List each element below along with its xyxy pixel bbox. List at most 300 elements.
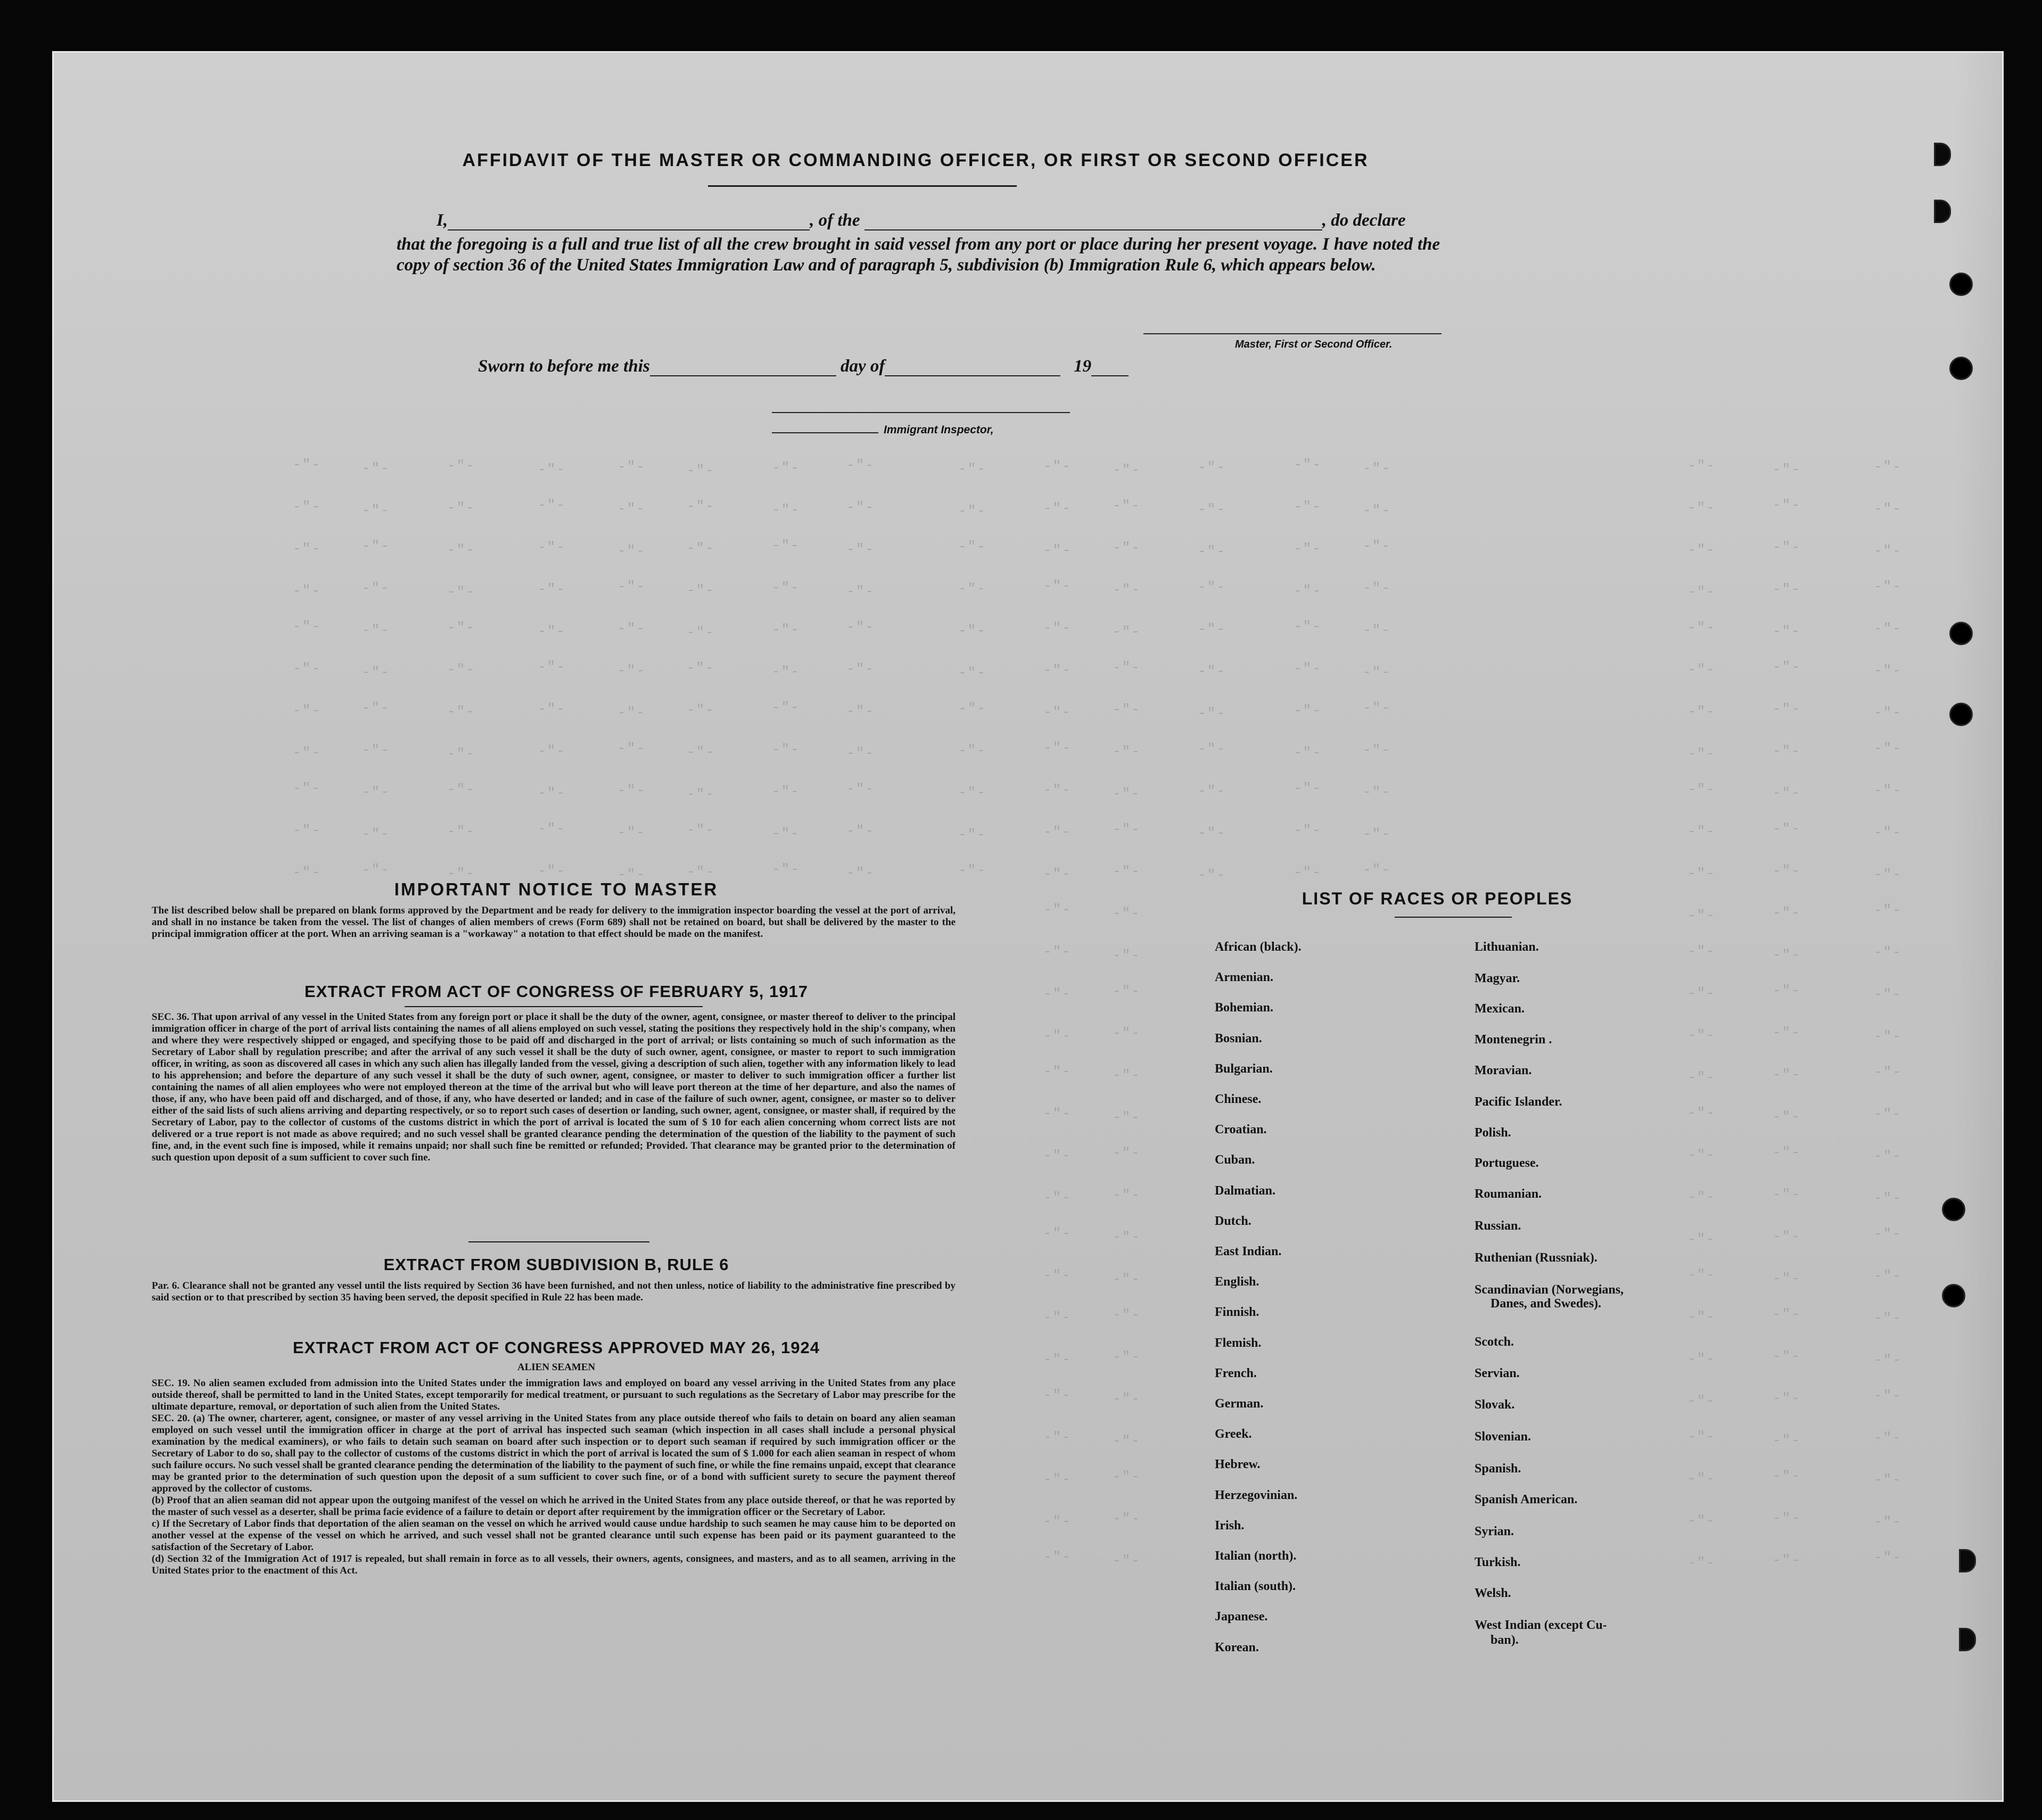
ghost-ditto-mark: -"- xyxy=(1363,622,1391,638)
ghost-ditto-mark: -"- xyxy=(1773,785,1801,801)
ghost-ditto-mark: -"- xyxy=(1687,1105,1716,1121)
ghost-ditto-mark: -"- xyxy=(362,700,390,716)
binder-hole xyxy=(1949,273,1973,296)
ghost-ditto-mark: -"- xyxy=(1113,540,1141,556)
ghost-ditto-mark: -"- xyxy=(1687,823,1716,839)
affidavit-title: AFFIDAVIT OF THE MASTER OR COMMANDING OFFICER, OR FIRST OR SECOND OFFICER xyxy=(462,150,1369,170)
ghost-ditto-mark: -"- xyxy=(1874,1472,1902,1488)
ghost-ditto-mark: -"- xyxy=(362,622,390,638)
ghost-ditto-mark: -"- xyxy=(362,580,390,596)
ghost-ditto-mark: -"- xyxy=(1043,578,1072,594)
race-item: Ruthenian (Russniak). xyxy=(1475,1251,1598,1265)
race-item: Mexican. xyxy=(1475,1002,1525,1016)
ghost-ditto-mark: -"- xyxy=(1874,1430,1902,1446)
race-item: Magyar. xyxy=(1475,971,1520,985)
race-item: Moravian. xyxy=(1475,1064,1532,1077)
ghost-ditto-mark: -"- xyxy=(846,499,875,515)
ghost-ditto-mark: -"- xyxy=(1043,458,1072,474)
ghost-ditto-mark: -"- xyxy=(1687,1393,1716,1409)
race-item: Bosnian. xyxy=(1215,1031,1262,1045)
affidavit-do-declare: , do declare xyxy=(1322,211,1406,230)
ghost-ditto-mark: -"- xyxy=(1773,821,1801,837)
ghost-ditto-mark: -"- xyxy=(846,457,875,473)
ghost-ditto-mark: -"- xyxy=(1874,986,1902,1002)
race-item: Syrian. xyxy=(1475,1525,1514,1538)
ghost-ditto-mark: -"- xyxy=(846,583,875,599)
ghost-ditto-mark: -"- xyxy=(687,660,715,676)
ghost-ditto-mark: -"- xyxy=(1687,620,1716,636)
ghost-ditto-mark: -"- xyxy=(617,783,646,798)
race-item: Scotch. xyxy=(1475,1335,1514,1349)
ghost-ditto-mark: -"- xyxy=(1874,867,1902,883)
notice-title: IMPORTANT NOTICE TO MASTER xyxy=(394,879,719,899)
ghost-ditto-mark: -"- xyxy=(1113,744,1141,760)
sec-19-text: SEC. 19. No alien seamen excluded from admission into the United States under the immigration laws and employed on board any vessel arriving in the United States from any place outside thereof, shall be permitted to land in the United States, except temporarily for medical treatment, or pursuant to such regulations as the Secretary of Labor may prescribe for the ultimate departure, removal, or deportation of such alien from the United States. xyxy=(152,1378,956,1412)
ghost-ditto-mark: -"- xyxy=(293,583,321,599)
ghost-ditto-mark: -"- xyxy=(447,866,475,882)
race-item: Russian. xyxy=(1475,1219,1521,1233)
ghost-ditto-mark: -"- xyxy=(447,458,475,474)
vessel-blank xyxy=(864,229,1322,230)
name-blank xyxy=(448,229,810,230)
ghost-ditto-mark: -"- xyxy=(1113,1145,1141,1161)
ghost-ditto-mark: -"- xyxy=(1043,1267,1072,1283)
race-item: Cuban. xyxy=(1215,1153,1255,1167)
ghost-ditto-mark: -"- xyxy=(1043,1387,1072,1403)
race-item: Servian. xyxy=(1475,1366,1520,1380)
ghost-ditto-mark: -"- xyxy=(1687,1027,1716,1043)
ghost-ditto-mark: -"- xyxy=(772,861,800,877)
ghost-ditto-mark: -"- xyxy=(1294,780,1322,796)
ghost-ditto-mark: -"- xyxy=(1043,986,1072,1002)
ghost-ditto-mark: -"- xyxy=(362,742,390,758)
ghost-ditto-mark: -"- xyxy=(617,825,646,841)
ghost-ditto-mark: -"- xyxy=(1874,579,1902,595)
ghost-ditto-mark: -"- xyxy=(958,665,986,681)
race-item: Turkish. xyxy=(1475,1555,1521,1569)
ghost-ditto-mark: -"- xyxy=(617,543,646,559)
ghost-ditto-mark: -"- xyxy=(1363,784,1391,800)
ghost-ditto-mark: -"- xyxy=(1874,543,1902,559)
affidavit-body: that the foregoing is a full and true list of all the crew brought in said vessel from any port or place during her present voyage. I have noted the copy of section 36 of the United States Immigration Law and of paragraph 5, subdivision (b) Immigration Rule 6, which appears below. xyxy=(397,235,1440,275)
ghost-ditto-mark: -"- xyxy=(772,460,800,476)
ghost-ditto-mark: -"- xyxy=(447,542,475,558)
ghost-ditto-mark: -"- xyxy=(958,539,986,555)
ghost-ditto-mark: -"- xyxy=(1198,459,1226,475)
ghost-ditto-mark: -"- xyxy=(1294,822,1322,838)
ghost-ditto-mark: -"- xyxy=(1294,457,1322,473)
extract-1917-text: SEC. 36. That upon arrival of any vessel in the United States from any foreign port or place it shall be the duty of the owner, agent, consignee, or master thereof to deliver to the principal immigration officer in charge of the port of arrival lists containing the names of all aliens employed on such vessel, stating the positions they respectively hold in the ship's company, when and where they were respectively shipped or engaged, and specifying those to be paid off and discharged in the port of arrival; or lists containing so much of such information as the Secretary of Labor shall by regulation prescribe; and after the arrival of any such vessel it shall be the duty of such owner, agent, consignee, or master to report to such immigration officer, in writing, as soon as discovered all cases in which any such alien has illegally landed from the vessel, giving a description of such alien, together with any information likely to lead to his apprehension; and before the departure of any such vessel it shall be the duty of such owner, agent, consignee, or master to deliver to such immigration officer a further list containing the names of all alien employees who were not employed thereon at the time of the arrival but who will leave port thereon at the time of her departure, and also the names of those, if any, who have been paid off and discharged, and of those, if any, who have deserted or landed; and in case of the failure of such owner, agent, consignee, or master so to deliver either of the said lists of such aliens arriving and departing respectively, or so to report such cases of desertion or landing, such owner, agent, consignee, or master shall, if required by the Secretary of Labor, pay to the collector of customs of the customs district in which the port of arrival is located the sum of $ 10 for each alien concerning whom correct lists are not delivered or a true report is not made as above required; and no such vessel shall be granted clearance pending the determination of the question of the liability to the payment of such fine, and, in the event such fine is imposed, while it remains unpaid; nor shall such fine be remitted or refunded; Provided. That clearance may be granted prior to the determination of such question upon deposit of a sum sufficient to cover such fine. xyxy=(152,1011,956,1163)
ghost-ditto-mark: -"- xyxy=(1043,542,1072,558)
ghost-ditto-mark: -"- xyxy=(1363,862,1391,878)
race-item: Roumanian. xyxy=(1475,1187,1542,1201)
ghost-ditto-mark: -"- xyxy=(1043,902,1072,918)
ghost-ditto-mark: -"- xyxy=(1043,740,1072,756)
ghost-ditto-mark: -"- xyxy=(1874,944,1902,960)
race-item: Herzegovinian. xyxy=(1215,1488,1298,1502)
ghost-ditto-mark: -"- xyxy=(538,785,566,801)
ghost-ditto-mark: -"- xyxy=(1198,543,1226,559)
ghost-ditto-mark: -"- xyxy=(1198,705,1226,721)
race-item: Danes, and Swedes). xyxy=(1491,1297,1602,1311)
ghost-ditto-mark: -"- xyxy=(1113,1271,1141,1287)
ghost-ditto-mark: -"- xyxy=(1773,539,1801,555)
ghost-ditto-mark: -"- xyxy=(1113,1553,1141,1569)
ghost-ditto-mark: -"- xyxy=(1113,821,1141,837)
ghost-ditto-mark: -"- xyxy=(447,823,475,839)
ghost-ditto-mark: -"- xyxy=(687,582,715,598)
ghost-ditto-mark: -"- xyxy=(1113,905,1141,921)
extract-rule6-title: EXTRACT FROM SUBDIVISION B, RULE 6 xyxy=(383,1255,729,1274)
ghost-ditto-mark: -"- xyxy=(1874,1226,1902,1242)
extract-rule6-text: Par. 6. Clearance shall not be granted any vessel until the lists required by Section 36 have been furnished, and not then unless, notice of liability to the administrative fine prescribed by said section or to that prescribed by section 35 having been served, the deposit specified in Rule 22 has been made. xyxy=(152,1280,956,1303)
race-item: West Indian (except Cu- xyxy=(1475,1618,1607,1632)
signature-label: Master, First or Second Officer. xyxy=(1235,339,1393,350)
ghost-ditto-mark: -"- xyxy=(1113,582,1141,598)
ghost-ditto-mark: -"- xyxy=(1294,619,1322,635)
ghost-ditto-mark: -"- xyxy=(846,703,875,719)
ghost-ditto-mark: -"- xyxy=(1874,1190,1902,1206)
ghost-ditto-mark: -"- xyxy=(538,497,566,513)
ghost-ditto-mark: -"- xyxy=(1687,1309,1716,1325)
ghost-ditto-mark: -"- xyxy=(1363,742,1391,758)
ghost-ditto-mark: -"- xyxy=(1687,943,1716,959)
ghost-ditto-mark: -"- xyxy=(1294,499,1322,515)
ghost-ditto-mark: -"- xyxy=(293,499,321,515)
ghost-ditto-mark: -"- xyxy=(1043,704,1072,720)
ghost-ditto-mark: -"- xyxy=(1363,664,1391,680)
binder-hole xyxy=(1942,1284,1965,1307)
ghost-ditto-mark: -"- xyxy=(958,785,986,801)
ghost-ditto-mark: -"- xyxy=(617,663,646,679)
ghost-ditto-mark: -"- xyxy=(1198,663,1226,679)
ghost-ditto-mark: -"- xyxy=(1198,783,1226,799)
ghost-ditto-mark: -"- xyxy=(1113,1025,1141,1041)
ghost-ditto-mark: -"- xyxy=(1294,703,1322,719)
ghost-ditto-mark: -"- xyxy=(1294,583,1322,599)
race-item: English. xyxy=(1215,1275,1259,1289)
ghost-ditto-mark: -"- xyxy=(958,461,986,477)
race-item: Chinese. xyxy=(1215,1092,1262,1106)
ghost-ditto-mark: -"- xyxy=(1198,579,1226,595)
races-title: LIST OF RACES OR PEOPLES xyxy=(1302,889,1573,908)
ghost-ditto-mark: -"- xyxy=(1773,983,1801,999)
ghost-ditto-mark: -"- xyxy=(958,862,986,878)
ghost-ditto-mark: -"- xyxy=(1113,1469,1141,1485)
ghost-ditto-mark: -"- xyxy=(1113,1067,1141,1083)
ghost-ditto-mark: -"- xyxy=(1687,1189,1716,1205)
ghost-ditto-mark: -"- xyxy=(1773,1109,1801,1125)
ghost-ditto-mark: -"- xyxy=(538,743,566,759)
race-item: Dutch. xyxy=(1215,1214,1251,1228)
ghost-ditto-mark: -"- xyxy=(1773,863,1801,879)
ghost-ditto-mark: -"- xyxy=(538,539,566,555)
ghost-ditto-mark: -"- xyxy=(1874,621,1902,637)
ghost-ditto-mark: -"- xyxy=(687,702,715,718)
ghost-ditto-mark: -"- xyxy=(538,863,566,879)
ghost-ditto-mark: -"- xyxy=(1113,948,1141,963)
ghost-ditto-mark: -"- xyxy=(362,862,390,878)
ghost-ditto-mark: -"- xyxy=(447,704,475,720)
ghost-ditto-mark: -"- xyxy=(538,623,566,639)
race-item: Lithuanian. xyxy=(1475,940,1539,954)
title-underline xyxy=(708,185,1017,187)
ghost-ditto-mark: -"- xyxy=(772,538,800,554)
affidavit-i: I, xyxy=(437,211,448,230)
ghost-ditto-mark: -"- xyxy=(293,541,321,557)
race-item: Portuguese. xyxy=(1475,1156,1539,1170)
ghost-ditto-mark: -"- xyxy=(538,659,566,675)
ghost-ditto-mark: -"- xyxy=(1874,705,1902,721)
ghost-ditto-mark: -"- xyxy=(958,581,986,597)
ghost-ditto-mark: -"- xyxy=(1043,500,1072,516)
ghost-ditto-mark: -"- xyxy=(958,743,986,759)
ghost-ditto-mark: -"- xyxy=(772,622,800,638)
ghost-ditto-mark: -"- xyxy=(1687,1429,1716,1445)
page-fold-shadow xyxy=(1954,53,2002,1800)
ghost-ditto-mark: -"- xyxy=(293,822,321,838)
ghost-ditto-mark: -"- xyxy=(687,822,715,838)
race-item: Welsh. xyxy=(1475,1586,1511,1600)
race-item: Dalmatian. xyxy=(1215,1183,1275,1198)
ghost-ditto-mark: -"- xyxy=(846,781,875,797)
ghost-ditto-mark: -"- xyxy=(1687,781,1716,797)
binder-hole xyxy=(1949,357,1973,380)
ghost-ditto-mark: -"- xyxy=(293,745,321,761)
ghost-ditto-mark: -"- xyxy=(1043,1310,1072,1325)
ghost-ditto-mark: -"- xyxy=(1773,462,1801,477)
ghost-ditto-mark: -"- xyxy=(362,826,390,842)
ghost-ditto-mark: -"- xyxy=(1294,745,1322,761)
ghost-ditto-mark: -"- xyxy=(1874,783,1902,798)
ghost-ditto-mark: -"- xyxy=(538,701,566,717)
ghost-ditto-mark: -"- xyxy=(1113,1391,1141,1407)
race-item: African (black). xyxy=(1215,940,1302,954)
race-item: ban). xyxy=(1491,1633,1519,1647)
race-item: Irish. xyxy=(1215,1518,1245,1533)
ghost-ditto-mark: -"- xyxy=(1043,866,1072,882)
ghost-ditto-mark: -"- xyxy=(1113,1433,1141,1449)
ghost-ditto-mark: -"- xyxy=(1687,1513,1716,1529)
ghost-ditto-mark: -"- xyxy=(1687,500,1716,516)
ghost-ditto-mark: -"- xyxy=(958,623,986,639)
ghost-ditto-mark: -"- xyxy=(1874,1148,1902,1164)
ghost-ditto-mark: -"- xyxy=(1043,1064,1072,1080)
ghost-ditto-mark: -"- xyxy=(617,459,646,475)
ghost-ditto-mark: -"- xyxy=(1773,497,1801,513)
ghost-ditto-mark: -"- xyxy=(1687,584,1716,600)
inspector-line xyxy=(772,432,878,433)
ghost-ditto-mark: -"- xyxy=(1874,1268,1902,1284)
ghost-ditto-mark: -"- xyxy=(1043,1471,1072,1487)
ghost-ditto-mark: -"- xyxy=(1687,1267,1716,1283)
binder-hole xyxy=(1949,703,1973,726)
race-item: Slovenian. xyxy=(1475,1430,1532,1444)
ghost-ditto-mark: -"- xyxy=(687,540,715,556)
ghost-ditto-mark: -"- xyxy=(1043,782,1072,798)
ghost-ditto-mark: -"- xyxy=(617,579,646,595)
extract-1924-body xyxy=(152,1378,956,1577)
ghost-ditto-mark: -"- xyxy=(1773,581,1801,597)
ghost-ditto-mark: -"- xyxy=(1773,1187,1801,1203)
ghost-ditto-mark: -"- xyxy=(1043,1190,1072,1206)
race-item: Bulgarian. xyxy=(1215,1061,1273,1076)
ghost-ditto-mark: -"- xyxy=(846,823,875,839)
ghost-ditto-mark: -"- xyxy=(1043,1352,1072,1368)
affidavit-of-the: , of the xyxy=(810,211,860,230)
ghost-ditto-mark: -"- xyxy=(1113,624,1141,640)
ghost-ditto-mark: -"- xyxy=(1113,660,1141,676)
notice-text: The list described below shall be prepared on blank forms approved by the Department and be ready for delivery to the immigration inspector boarding the vessel at the port of arrival, and shall in no instance be taken from the vessel. The list of changes of alien members of crews (Form 689) shall not be retained on board, but shall be delivered by the master to the principal immigration officer at the port. When an arriving seaman is a "workaway" a notation to that effect should be made on the manifest. xyxy=(152,905,956,940)
race-item: Korean. xyxy=(1215,1640,1259,1654)
ghost-ditto-mark: -"- xyxy=(1294,541,1322,557)
ghost-ditto-mark: -"- xyxy=(772,664,800,680)
ghost-ditto-mark: -"- xyxy=(1773,1025,1801,1041)
ghost-ditto-mark: -"- xyxy=(293,457,321,473)
race-item: Spanish. xyxy=(1475,1462,1521,1476)
ghost-ditto-mark: -"- xyxy=(1113,1187,1141,1203)
ghost-ditto-mark: -"- xyxy=(1874,1028,1902,1044)
ghost-ditto-mark: -"- xyxy=(447,662,475,678)
race-item: Polish. xyxy=(1475,1126,1511,1140)
ghost-ditto-mark: -"- xyxy=(447,584,475,600)
extract-1917-underline xyxy=(405,1006,703,1007)
ghost-ditto-mark: -"- xyxy=(362,538,390,554)
ghost-ditto-mark: -"- xyxy=(1198,741,1226,757)
race-item: Bohemian. xyxy=(1215,1001,1274,1015)
ghost-ditto-mark: -"- xyxy=(293,780,321,796)
ghost-ditto-mark: -"- xyxy=(958,827,986,843)
ghost-ditto-mark: -"- xyxy=(846,541,875,557)
race-item: Armenian. xyxy=(1215,970,1273,985)
ghost-ditto-mark: -"- xyxy=(687,744,715,760)
ghost-ditto-mark: -"- xyxy=(1773,1510,1801,1526)
ghost-ditto-mark: -"- xyxy=(1687,746,1716,762)
ghost-ditto-mark: -"- xyxy=(1773,623,1801,639)
ghost-ditto-mark: -"- xyxy=(1043,1225,1072,1241)
affidavit-line-1 xyxy=(394,211,1448,230)
ghost-ditto-mark: -"- xyxy=(1874,1388,1902,1404)
ghost-ditto-mark: -"- xyxy=(846,661,875,677)
ghost-ditto-mark: -"- xyxy=(1773,1067,1801,1083)
ghost-ditto-mark: -"- xyxy=(1113,498,1141,514)
extract-1924-title: EXTRACT FROM ACT OF CONGRESS APPROVED MAY 26, 1924 xyxy=(293,1338,820,1357)
ghost-ditto-mark: -"- xyxy=(1198,501,1226,517)
ghost-ditto-mark: -"- xyxy=(1198,621,1226,637)
ghost-ditto-mark: -"- xyxy=(362,784,390,800)
race-item: Scandinavian (Norwegians, xyxy=(1475,1283,1624,1297)
ghost-ditto-mark: -"- xyxy=(1363,826,1391,842)
extract-1924-subtitle: ALIEN SEAMEN xyxy=(517,1362,596,1373)
ghost-ditto-mark: -"- xyxy=(772,784,800,800)
ghost-ditto-mark: -"- xyxy=(1113,702,1141,718)
ghost-ditto-mark: -"- xyxy=(538,581,566,597)
ghost-ditto-mark: -"- xyxy=(617,621,646,637)
race-item: Greek. xyxy=(1215,1427,1252,1442)
ghost-ditto-mark: -"- xyxy=(1874,740,1902,756)
race-item: Italian (south). xyxy=(1215,1579,1296,1594)
ghost-ditto-mark: -"- xyxy=(447,620,475,636)
ghost-ditto-mark: -"- xyxy=(1874,1514,1902,1530)
ghost-ditto-mark: -"- xyxy=(1043,1429,1072,1445)
ghost-ditto-mark: -"- xyxy=(1198,867,1226,883)
sec-20c-text: c) If the Secretary of Labor finds that deportation of the alien seaman on the vessel on which he arrived would cause undue hardship to such seamen he may cause him to be deported on another vessel at the expense of the vessel on which he arrived, and such vessel shall not be granted clearance until such expense has been paid or its payment guaranteed to the satisfaction of the Secretary of Labor. xyxy=(152,1518,956,1553)
ghost-ditto-mark: -"- xyxy=(1874,663,1902,679)
ghost-ditto-mark: -"- xyxy=(1773,743,1801,759)
ghost-ditto-mark: -"- xyxy=(772,580,800,596)
ghost-ditto-mark: -"- xyxy=(772,699,800,715)
ghost-ditto-mark: -"- xyxy=(1687,1231,1716,1247)
ghost-ditto-mark: -"- xyxy=(538,821,566,837)
ghost-ditto-mark: -"- xyxy=(1773,1306,1801,1322)
ghost-ditto-mark: -"- xyxy=(1874,459,1902,475)
ghost-ditto-mark: -"- xyxy=(617,501,646,517)
race-item: East Indian. xyxy=(1215,1245,1282,1258)
ghost-ditto-mark: -"- xyxy=(1687,908,1716,924)
ghost-ditto-mark: -"- xyxy=(1687,985,1716,1001)
ghost-ditto-mark: -"- xyxy=(1043,1549,1072,1565)
ghost-ditto-mark: -"- xyxy=(1294,864,1322,880)
ghost-ditto-mark: -"- xyxy=(1773,701,1801,717)
race-item: French. xyxy=(1215,1366,1257,1380)
ghost-ditto-mark: -"- xyxy=(1043,1106,1072,1122)
ghost-ditto-mark: -"- xyxy=(1113,1109,1141,1125)
ghost-ditto-mark: -"- xyxy=(1874,1310,1902,1326)
ghost-ditto-mark: -"- xyxy=(1294,661,1322,677)
ghost-ditto-mark: -"- xyxy=(1773,659,1801,675)
race-item: Montenegrin . xyxy=(1475,1033,1552,1047)
sec-20d-text: (d) Section 32 of the Immigration Act of 1917 is repealed, but shall remain in force as to all vessels, their owners, agents, consignees, and masters, and as to all seamen, arriving in the United States prior to the enactment of this Act. xyxy=(152,1553,956,1576)
ghost-ditto-mark: -"- xyxy=(772,826,800,842)
ghost-ditto-mark: -"- xyxy=(1363,700,1391,716)
ghost-ditto-mark: -"- xyxy=(1687,1555,1716,1571)
ghost-ditto-mark: -"- xyxy=(1043,662,1072,678)
ghost-ditto-mark: -"- xyxy=(772,502,800,518)
signature-line xyxy=(1143,333,1442,334)
ghost-ditto-mark: -"- xyxy=(293,864,321,880)
ghost-ditto-mark: -"- xyxy=(447,781,475,797)
ghost-ditto-mark: -"- xyxy=(1113,1511,1141,1527)
sworn-day-blank xyxy=(650,375,836,376)
race-item: Croatian. xyxy=(1215,1123,1267,1137)
ghost-ditto-mark: -"- xyxy=(1113,462,1141,478)
extract-rule6-overline xyxy=(468,1241,649,1242)
ghost-ditto-mark: -"- xyxy=(1043,1513,1072,1529)
ghost-ditto-mark: -"- xyxy=(1687,542,1716,558)
ghost-ditto-mark: -"- xyxy=(538,462,566,477)
ghost-ditto-mark: -"- xyxy=(1874,501,1902,517)
ghost-ditto-mark: -"- xyxy=(293,619,321,635)
ghost-ditto-mark: -"- xyxy=(1687,1069,1716,1085)
race-item: Spanish American. xyxy=(1475,1493,1578,1506)
ghost-ditto-mark: -"- xyxy=(1043,1028,1072,1044)
ghost-ditto-mark: -"- xyxy=(1874,1106,1902,1122)
race-item: Flemish. xyxy=(1215,1336,1262,1350)
ghost-ditto-mark: -"- xyxy=(1773,1552,1801,1568)
ghost-ditto-mark: -"- xyxy=(1198,825,1226,841)
ghost-ditto-mark: -"- xyxy=(1874,825,1902,841)
ghost-ditto-mark: -"- xyxy=(1043,824,1072,840)
ghost-ditto-mark: -"- xyxy=(687,624,715,640)
race-item: Italian (north). xyxy=(1215,1549,1297,1563)
ghost-ditto-mark: -"- xyxy=(1363,460,1391,476)
ghost-ditto-mark: -"- xyxy=(617,867,646,883)
ghost-ditto-mark: -"- xyxy=(1113,1307,1141,1323)
race-item: Pacific Islander. xyxy=(1475,1095,1562,1109)
ghost-ditto-mark: -"- xyxy=(1043,620,1072,636)
ghost-ditto-mark: -"- xyxy=(1874,1064,1902,1080)
ghost-ditto-mark: -"- xyxy=(1687,1147,1716,1163)
